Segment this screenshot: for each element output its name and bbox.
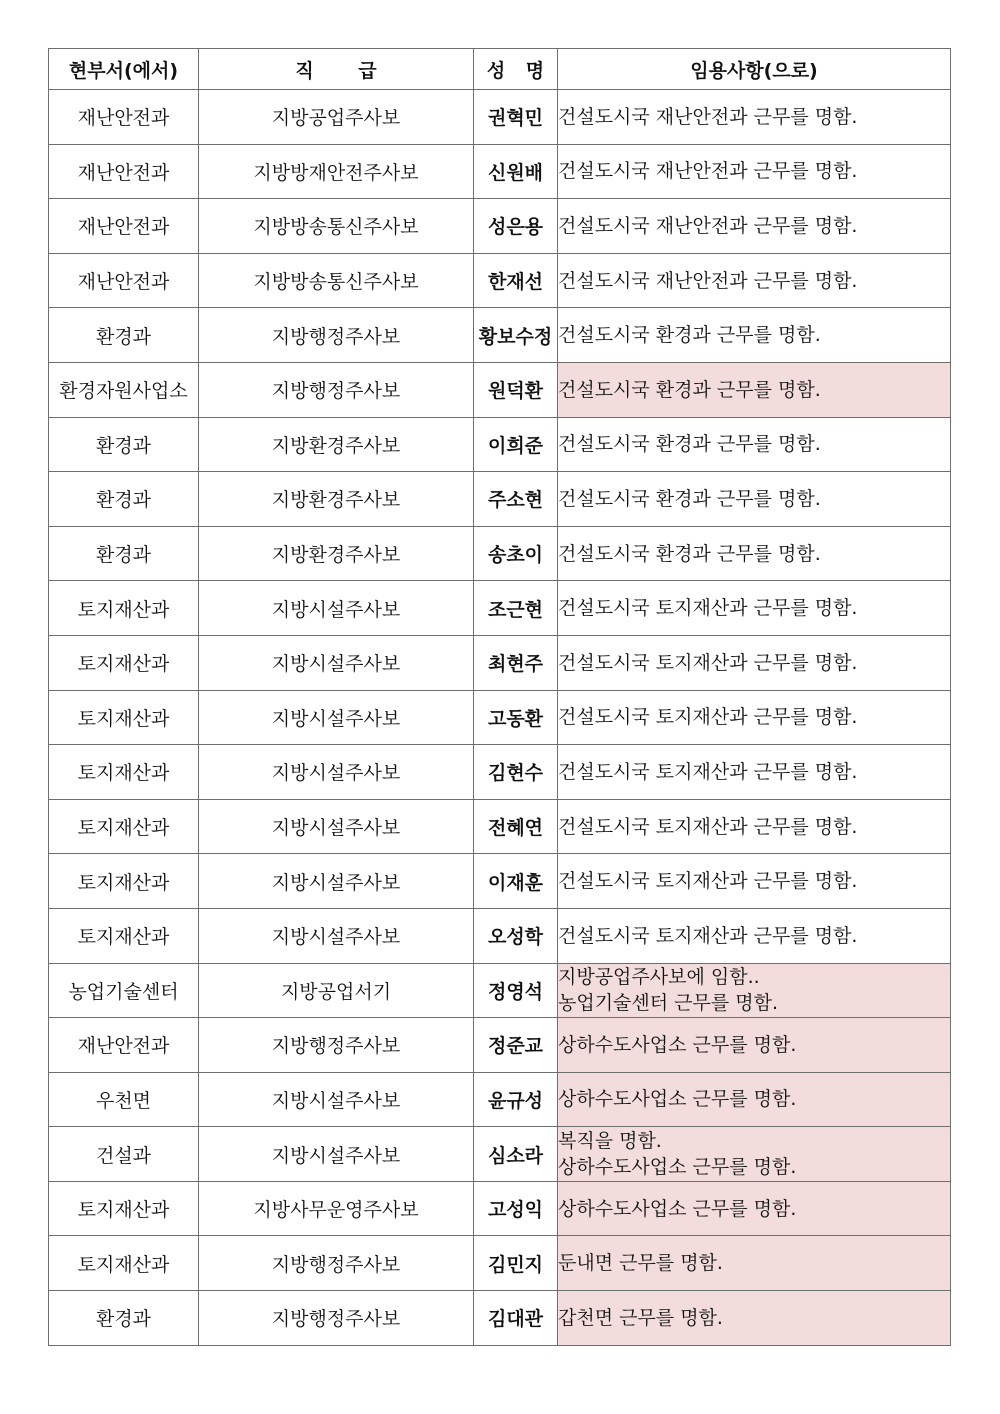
table-body <box>49 90 951 1346</box>
table-row <box>49 908 951 963</box>
dept-cell: 재난안전과 <box>49 253 199 308</box>
table-row <box>49 854 951 909</box>
rank-cell: 지방행정주사보 <box>199 308 474 363</box>
name-cell: 정영석 <box>474 963 558 1018</box>
detail-cell <box>558 581 951 636</box>
dept-cell: 토지재산과 <box>49 635 199 690</box>
table-row <box>49 963 951 1018</box>
name-cell: 최현주 <box>474 635 558 690</box>
name-cell: 황보수정 <box>474 308 558 363</box>
detail-cell <box>558 526 951 581</box>
name-cell: 성은용 <box>474 199 558 254</box>
detail-line: 건설도시국 토지재산과 근무를 명함. <box>558 815 858 838</box>
name-cell: 오성학 <box>474 908 558 963</box>
detail-line: 갑천면 근무를 명함. <box>558 1306 723 1329</box>
dept-cell: 재난안전과 <box>49 144 199 199</box>
dept-cell: 토지재산과 <box>49 745 199 800</box>
dept-cell: 토지재산과 <box>49 908 199 963</box>
detail-line: 복직을 명함. <box>558 1130 662 1153</box>
detail-line: 건설도시국 재난안전과 근무를 명함. <box>558 160 858 183</box>
rank-cell: 지방시설주사보 <box>199 635 474 690</box>
table-row <box>49 362 951 417</box>
detail-line: 건설도시국 재난안전과 근무를 명함. <box>558 269 858 292</box>
table-row <box>49 581 951 636</box>
table-row <box>49 1127 951 1182</box>
rank-cell: 지방방송통신주사보 <box>199 199 474 254</box>
dept-cell: 환경과 <box>49 526 199 581</box>
name-cell: 심소라 <box>474 1127 558 1182</box>
rank-cell: 지방공업주사보 <box>199 90 474 145</box>
table-row <box>49 1072 951 1127</box>
dept-cell: 재난안전과 <box>49 199 199 254</box>
name-cell: 이재훈 <box>474 854 558 909</box>
detail-cell <box>558 635 951 690</box>
table-row <box>49 90 951 145</box>
detail-line: 건설도시국 토지재산과 근무를 명함. <box>558 760 858 783</box>
rank-cell: 지방방송통신주사보 <box>199 253 474 308</box>
rank-cell: 지방시설주사보 <box>199 854 474 909</box>
header-detail: 임용사항(으로) <box>558 49 951 90</box>
rank-cell: 지방환경주사보 <box>199 472 474 527</box>
detail-line: 건설도시국 토지재산과 근무를 명함. <box>558 597 858 620</box>
rank-cell: 지방시설주사보 <box>199 1072 474 1127</box>
detail-cell <box>558 799 951 854</box>
detail-cell <box>558 1236 951 1291</box>
table-row <box>49 1018 951 1073</box>
name-cell: 고동환 <box>474 690 558 745</box>
rank-cell: 지방행정주사보 <box>199 362 474 417</box>
name-cell: 김민지 <box>474 1236 558 1291</box>
detail-cell <box>558 854 951 909</box>
rank-cell: 지방방재안전주사보 <box>199 144 474 199</box>
table-header <box>49 49 951 90</box>
header-name: 성 명 <box>474 49 558 90</box>
rank-cell: 지방환경주사보 <box>199 417 474 472</box>
name-cell: 김현수 <box>474 745 558 800</box>
rank-cell: 지방행정주사보 <box>199 1291 474 1346</box>
table-row <box>49 472 951 527</box>
dept-cell: 토지재산과 <box>49 1181 199 1236</box>
header-dept: 현부서(에서) <box>49 49 199 90</box>
detail-line: 건설도시국 환경과 근무를 명함. <box>558 378 821 401</box>
rank-cell: 지방공업서기 <box>199 963 474 1018</box>
detail-cell <box>558 1181 951 1236</box>
detail-cell <box>558 963 951 1018</box>
dept-cell: 토지재산과 <box>49 581 199 636</box>
detail-cell <box>558 690 951 745</box>
dept-cell: 재난안전과 <box>49 90 199 145</box>
table-row <box>49 635 951 690</box>
detail-line: 건설도시국 토지재산과 근무를 명함. <box>558 924 858 947</box>
dept-cell: 토지재산과 <box>49 854 199 909</box>
header-rank: 직 급 <box>199 49 474 90</box>
rank-cell: 지방시설주사보 <box>199 690 474 745</box>
rank-cell: 지방시설주사보 <box>199 908 474 963</box>
detail-cell <box>558 472 951 527</box>
table-row <box>49 1236 951 1291</box>
detail-cell <box>558 362 951 417</box>
rank-cell: 지방환경주사보 <box>199 526 474 581</box>
name-cell: 고성익 <box>474 1181 558 1236</box>
name-cell: 송초이 <box>474 526 558 581</box>
dept-cell: 재난안전과 <box>49 1018 199 1073</box>
name-cell: 정준교 <box>474 1018 558 1073</box>
detail-line: 농업기술센터 근무를 명함. <box>558 992 779 1015</box>
detail-cell <box>558 1018 951 1073</box>
rank-cell: 지방행정주사보 <box>199 1018 474 1073</box>
name-cell: 신원배 <box>474 144 558 199</box>
dept-cell: 환경과 <box>49 1291 199 1346</box>
name-cell: 조근현 <box>474 581 558 636</box>
table-row <box>49 199 951 254</box>
rank-cell: 지방행정주사보 <box>199 1236 474 1291</box>
dept-cell: 농업기술센터 <box>49 963 199 1018</box>
detail-line: 상하수도사업소 근무를 명함. <box>558 1088 797 1111</box>
detail-cell <box>558 144 951 199</box>
rank-cell: 지방시설주사보 <box>199 581 474 636</box>
detail-line: 상하수도사업소 근무를 명함. <box>558 1033 797 1056</box>
detail-cell <box>558 253 951 308</box>
dept-cell: 건설과 <box>49 1127 199 1182</box>
detail-cell <box>558 417 951 472</box>
table-row <box>49 745 951 800</box>
table-row <box>49 308 951 363</box>
dept-cell: 토지재산과 <box>49 799 199 854</box>
rank-cell: 지방시설주사보 <box>199 745 474 800</box>
detail-cell <box>558 90 951 145</box>
detail-line: 둔내면 근무를 명함. <box>558 1252 723 1275</box>
detail-line: 건설도시국 토지재산과 근무를 명함. <box>558 651 858 674</box>
name-cell: 주소현 <box>474 472 558 527</box>
detail-cell <box>558 1072 951 1127</box>
detail-cell <box>558 908 951 963</box>
header-row <box>49 49 951 90</box>
detail-line: 건설도시국 재난안전과 근무를 명함. <box>558 214 858 237</box>
table-row <box>49 526 951 581</box>
detail-line: 건설도시국 재난안전과 근무를 명함. <box>558 105 858 128</box>
detail-line: 건설도시국 환경과 근무를 명함. <box>558 487 821 510</box>
dept-cell: 환경과 <box>49 417 199 472</box>
detail-line: 건설도시국 토지재산과 근무를 명함. <box>558 706 858 729</box>
name-cell: 원덕환 <box>474 362 558 417</box>
name-cell: 윤규성 <box>474 1072 558 1127</box>
appointment-table <box>48 48 951 1346</box>
name-cell: 한재선 <box>474 253 558 308</box>
table-row <box>49 690 951 745</box>
dept-cell: 환경과 <box>49 472 199 527</box>
detail-cell <box>558 1291 951 1346</box>
name-cell: 권혁민 <box>474 90 558 145</box>
dept-cell: 환경자원사업소 <box>49 362 199 417</box>
dept-cell: 토지재산과 <box>49 690 199 745</box>
rank-cell: 지방시설주사보 <box>199 799 474 854</box>
name-cell: 전혜연 <box>474 799 558 854</box>
dept-cell: 우천면 <box>49 1072 199 1127</box>
detail-line: 상하수도사업소 근무를 명함. <box>558 1197 797 1220</box>
rank-cell: 지방사무운영주사보 <box>199 1181 474 1236</box>
name-cell: 이희준 <box>474 417 558 472</box>
detail-line: 건설도시국 환경과 근무를 명함. <box>558 324 821 347</box>
dept-cell: 환경과 <box>49 308 199 363</box>
table-row <box>49 253 951 308</box>
table-row <box>49 1291 951 1346</box>
dept-cell: 토지재산과 <box>49 1236 199 1291</box>
detail-line: 상하수도사업소 근무를 명함. <box>558 1156 797 1179</box>
detail-line: 건설도시국 토지재산과 근무를 명함. <box>558 870 858 893</box>
table-row <box>49 417 951 472</box>
table-row <box>49 1181 951 1236</box>
detail-cell <box>558 1127 951 1182</box>
detail-line: 건설도시국 환경과 근무를 명함. <box>558 542 821 565</box>
table-row <box>49 799 951 854</box>
detail-cell <box>558 745 951 800</box>
detail-line: 건설도시국 환경과 근무를 명함. <box>558 433 821 456</box>
detail-line: 지방공업주사보에 임함.. <box>558 966 760 989</box>
detail-cell <box>558 308 951 363</box>
detail-cell <box>558 199 951 254</box>
table-row <box>49 144 951 199</box>
name-cell: 김대관 <box>474 1291 558 1346</box>
rank-cell: 지방시설주사보 <box>199 1127 474 1182</box>
